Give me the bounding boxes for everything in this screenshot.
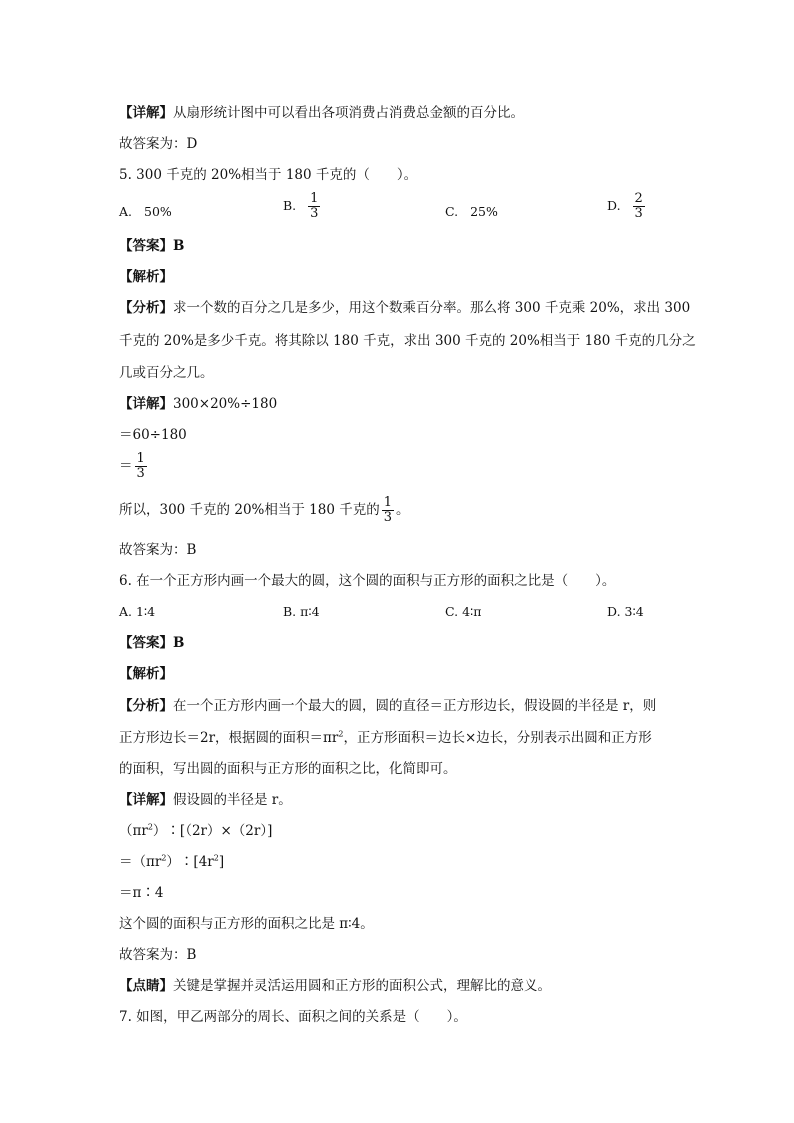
q5-fenxi-line2: 千克的 20%是多少千克。将其除以 180 千克，求出 300 千克的 20%相当于 180 千克的几分之 [119, 333, 696, 349]
q5-option-d [607, 192, 647, 221]
q4-detail [119, 104, 524, 122]
calc-fraction [135, 452, 147, 481]
q7-stem: 7. 如图，甲乙两部分的周长、面积之间的关系是（ ）。 [119, 1009, 467, 1025]
fraction-numerator: 1 [310, 191, 319, 206]
q5-conclusion [119, 496, 410, 525]
q5-answer-is: 故答案为：B [119, 542, 197, 558]
q5-option-a [119, 203, 172, 221]
q5-calc2: ＝60÷180 [119, 427, 187, 443]
option-fraction [308, 192, 320, 221]
q6-option-d: D. 3∶4 [607, 604, 644, 619]
q5-detail [119, 395, 277, 413]
q5-analysis-tag: 【解析】 [119, 269, 173, 285]
q6-option-c: C. 4∶π [445, 604, 482, 619]
q5-stem: 5. 300 千克的 20%相当于 180 千克的（ ）。 [119, 167, 418, 183]
key-text: 关键是掌握并灵活运用圆和正方形的面积公式，理解比的意义。 [173, 978, 551, 994]
superscript: 2 [213, 853, 219, 863]
q5-fenxi-line1 [119, 299, 690, 317]
equals-sign: ＝ [119, 458, 133, 474]
q6-analysis-tag: 【解析】 [119, 666, 173, 682]
q6-detail [119, 791, 292, 809]
q5-option-b [283, 192, 322, 221]
q6-calc3: ＝π∶4 [119, 885, 164, 901]
conclusion-period: 。 [396, 502, 410, 518]
detail-tag: 【详解】 [119, 792, 173, 808]
option-label: D. [607, 198, 621, 213]
option-text: 25% [470, 204, 498, 219]
q5-fenxi-line3: 几或百分之几。 [119, 365, 214, 381]
detail-tag: 【详解】 [119, 396, 173, 412]
option-label: C. [445, 204, 459, 219]
fenxi-text: ，正方形面积＝边长×边长，分别表示出圆和正方形 [343, 730, 652, 746]
fenxi-text: 正方形边长＝2r，根据圆的面积＝πr [119, 730, 339, 746]
q6-answer-is: 故答案为：B [119, 947, 197, 963]
option-label: A. [119, 204, 133, 219]
option-fraction [633, 192, 645, 221]
q5-answer: 【答案】B [119, 238, 185, 254]
q6-fenxi-line1 [119, 697, 656, 715]
q6-fenxi-line3: 的面积，写出圆的面积与正方形的面积之比，化简即可。 [119, 761, 457, 777]
fenxi-tag: 【分析】 [119, 300, 173, 316]
fenxi-text: 在一个正方形内画一个最大的圆，圆的直径＝正方形边长，假设圆的半径是 r，则 [173, 698, 657, 714]
fenxi-text: 求一个数的百分之几是多少，用这个数乘百分率。那么将 300 千克乘 20%，求出 300 [173, 300, 691, 316]
q6-answer: 【答案】B [119, 635, 185, 651]
q6-conclusion: 这个圆的面积与正方形的面积之比是 π∶4。 [119, 916, 374, 932]
conclusion-text: 所以，300 千克的 20%相当于 180 千克的 [119, 502, 380, 518]
calc-text: ）∶[4r [166, 854, 214, 870]
calc-text: （πr [119, 823, 148, 839]
fraction-numerator: 1 [136, 451, 145, 466]
option-label: B. [283, 198, 297, 213]
detail-text: 假设圆的半径是 r。 [173, 792, 292, 808]
detail-text: 从扇形统计图中可以看出各项消费占消费总金额的百分比。 [173, 105, 524, 121]
calc-text: ＝（πr [119, 854, 162, 870]
superscript: 2 [161, 853, 167, 863]
q4-answer-is: 故答案为：D [119, 136, 198, 152]
q6-calc2 [119, 853, 224, 871]
q6-key-point [119, 977, 551, 995]
fraction-numerator: 1 [383, 495, 392, 510]
q6-calc1 [119, 822, 272, 840]
superscript: 2 [338, 729, 344, 739]
calc-text: ）∶[（2r）×（2r）] [152, 823, 273, 839]
conclusion-fraction [382, 496, 394, 525]
fenxi-tag: 【分析】 [119, 698, 173, 714]
detail-tag: 【详解】 [119, 105, 173, 121]
calc-text: ] [218, 854, 225, 870]
key-tag: 【点睛】 [119, 978, 173, 994]
fraction-denominator: 3 [383, 510, 392, 525]
q6-option-b: B. π∶4 [283, 604, 320, 619]
q5-calc3 [119, 452, 149, 481]
fraction-denominator: 3 [310, 206, 319, 221]
superscript: 2 [147, 822, 153, 832]
q5-option-c [445, 203, 498, 221]
fraction-denominator: 3 [136, 466, 145, 481]
fraction-numerator: 2 [634, 191, 643, 206]
q6-fenxi-line2 [119, 729, 652, 747]
calc-line: 300×20%÷180 [173, 396, 278, 412]
fraction-denominator: 3 [634, 206, 643, 221]
option-text: 50% [144, 204, 172, 219]
q6-stem: 6. 在一个正方形内画一个最大的圆，这个圆的面积与正方形的面积之比是（ ）。 [119, 573, 616, 589]
q6-option-a: A. 1∶4 [119, 604, 156, 619]
